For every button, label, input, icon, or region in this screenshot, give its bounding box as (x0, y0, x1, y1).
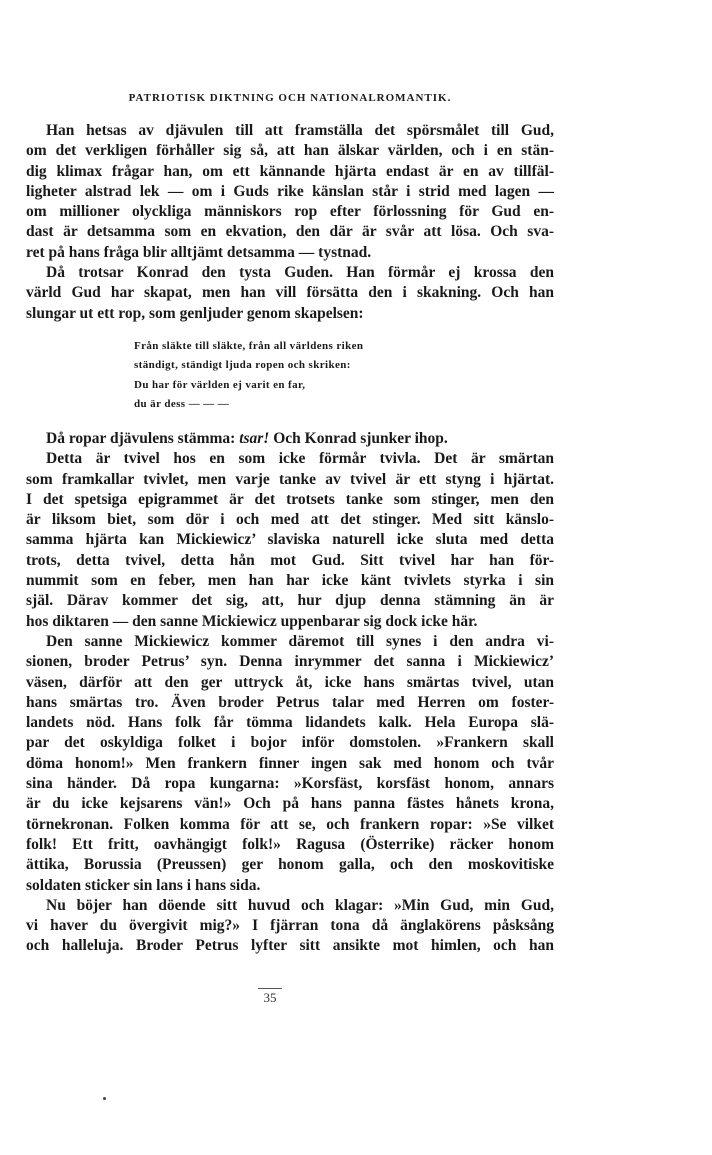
text-line (26, 429, 554, 449)
text-line: dig klimax frågar han, om ett kännande hjärta endast är en av tillfäl- (26, 162, 554, 180)
text-line: slungar ut ett rop, som genljuder genom skapelsen: (26, 304, 364, 322)
text-line: väsen, därför att den ger uttryck åt, icke hans smärtas tvivel, utan (26, 673, 554, 691)
text-line: själ. Därav kommer det sig, att, hur djup denna stämning än är (26, 592, 554, 610)
text-line: ret på hans fråga blir alltjämt detsamma — tystnad. (26, 243, 372, 261)
book-page (26, 92, 554, 957)
text-line: hans smärtas tro. Även broder Petrus talar med Herren om foster- (26, 693, 554, 711)
text-line: par det oskyldiga folket i bojor inför domstolen. »Frankern skall (26, 734, 554, 752)
verse-line: Från släkte till släkte, från all världens riken (134, 339, 364, 352)
verse-line: du är dess — — — (134, 398, 230, 411)
text-line: dast är detsamma som en ekvation, den där är svår att lösa. Och sva- (26, 223, 554, 241)
paragraph-6 (26, 896, 554, 957)
paper-speck (103, 1097, 106, 1100)
paragraph-2 (26, 263, 554, 324)
text-line: landets nöd. Hans folk får tömma lidandets kalk. Hela Europa slä- (26, 714, 554, 732)
text-line: Detta är tvivel hos en som icke förmår tvivla. Det är smärtan (46, 450, 554, 468)
paragraph-4 (26, 449, 554, 632)
text-line: om det verkligen förhåller sig så, att han älskar världen, och i en stän- (26, 142, 554, 160)
text-line: trots, detta tvivel, detta hån mot Gud. Sitt tvivel har han för- (26, 551, 554, 569)
text-line: är du icke kejsarens vän!» Och på hans panna fästes hånets krona, (26, 795, 554, 813)
text-line: törnekronan. Folken komma för att se, och frankern ropar: »Se vilket (26, 815, 554, 833)
text-line: värld Gud har skapat, men han vill försätta den i skakning. Och han (26, 284, 554, 302)
text-line: Han hetsas av djävulen till att framställa det spörsmålet till Gud, (46, 122, 554, 139)
page-number: 35 (263, 990, 277, 1005)
text-line: hos diktaren — den sanne Mickiewicz uppenbarar sig dock icke här. (26, 612, 478, 630)
text-line: Då trotsar Konrad den tysta Guden. Han förmår ej krossa den (46, 264, 554, 282)
text-run: Och Konrad sjunker ihop. (269, 429, 448, 447)
emphasized-word: tsar! (239, 429, 270, 447)
text-line: är liksom biet, som dör i och med att det stinger. Med sitt känslo- (26, 511, 554, 529)
text-line: ligheter alstrad lek — om i Guds rike känslan står i strid med lagen — (26, 182, 554, 200)
text-line: Den sanne Mickiewicz kommer däremot till synes i den andra vi- (46, 632, 554, 650)
paragraph-1 (26, 121, 554, 263)
paragraph-5 (26, 632, 554, 896)
text-line: sina händer. Då ropa kungarna: »Korsfäst, korsfäst honom, annars (26, 775, 554, 793)
text-line: Nu böjer han döende sitt huvud och klagar: »Min Gud, min Gud, (46, 896, 554, 914)
verse-quotation (134, 337, 554, 415)
folio-rule (258, 988, 282, 989)
running-head: PATRIOTISK DIKTNING OCH NATIONALROMANTIK. (128, 92, 452, 104)
text-line: samma hjärta kan Mickiewicz’ slaviska naturell icke sluta med detta (26, 531, 554, 549)
verse-line: ständigt, ständigt ljuda ropen och skriken: (134, 359, 351, 372)
text-line: och halleluja. Broder Petrus lyfter sitt ansikte mot himlen, och han (26, 937, 554, 955)
text-line: I det spetsiga epigrammet är det trotsets tanke som stinger, men den (26, 490, 554, 508)
text-line: döma honom!» Men frankern finner ingen sak med honom och tvår (26, 754, 554, 772)
text-line: nummit som en feber, men han har icke känt tvivlets styrka i sin (26, 572, 554, 590)
text-line: folk! Ett fritt, oavhängigt folk!» Ragusa (Österrike) räcker honom (26, 835, 554, 853)
text-line: sionen, broder Petrus’ syn. Denna inrymmer det sanna i Mickiewicz’ (26, 653, 554, 671)
paragraph-3 (26, 429, 554, 449)
text-line: om millioner olyckliga människors rop efter förlossning för Gud en- (26, 203, 554, 221)
text-run: Då ropar djävulens stämma: (46, 429, 240, 447)
text-line: soldaten sticker sin lans i hans sida. (26, 876, 261, 894)
text-line: ättika, Borussia (Preussen) ger honom galla, och den moskovitiske (26, 856, 554, 874)
text-line: som framkallar tvivlet, men varje tanke av tvivel är ett styng i hjärtat. (26, 470, 554, 488)
text-line: vi haver du övergivit mig?» I fjärran tona då änglakörens påsksång (26, 917, 554, 935)
verse-line: Du har för världen ej varit en far, (134, 378, 306, 391)
